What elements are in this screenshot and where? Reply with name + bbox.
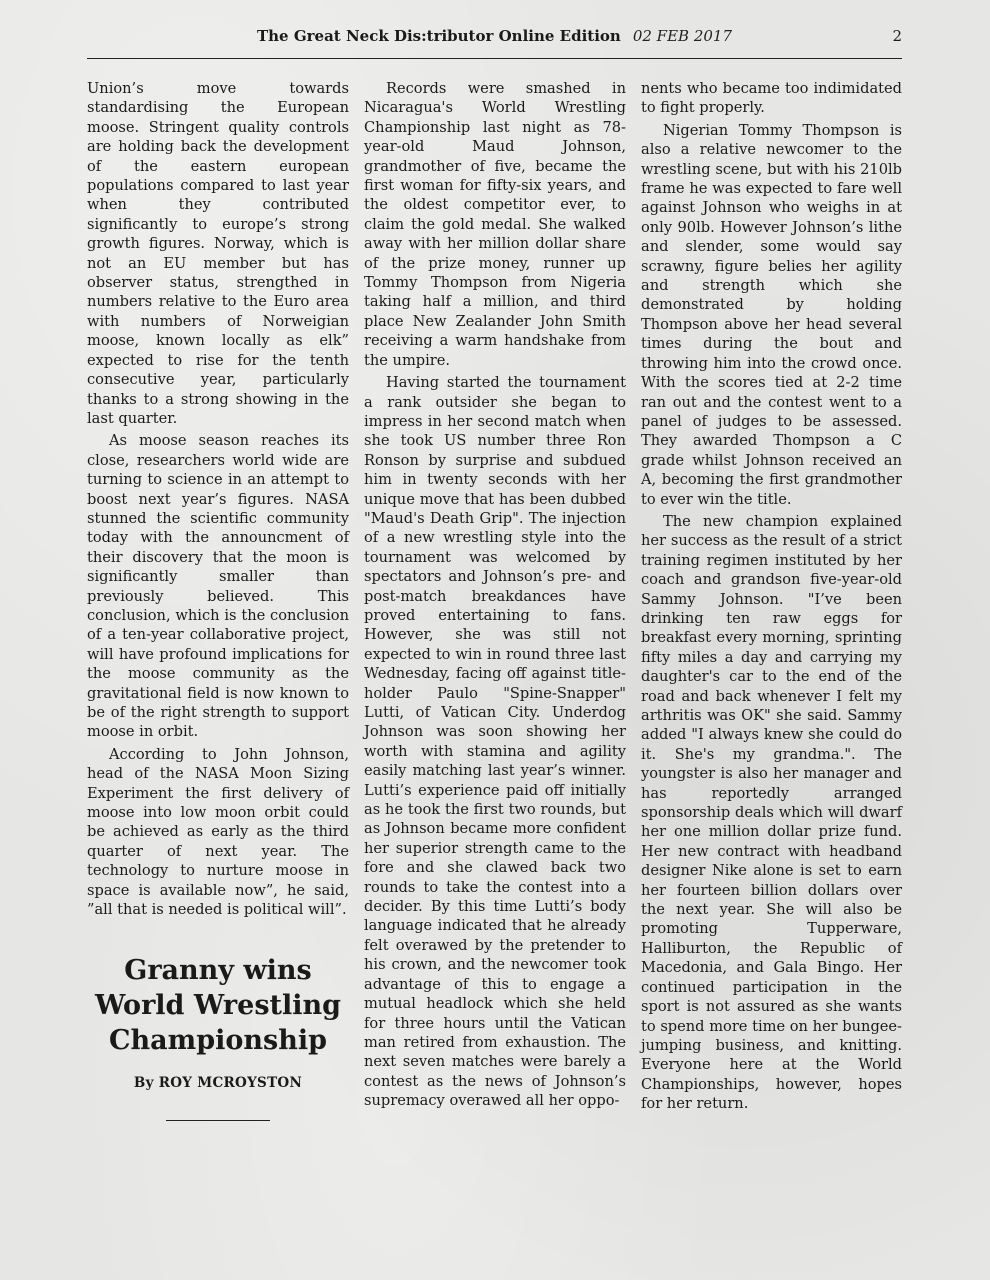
- article-byline: By ROY MCROYSTON: [133, 1075, 303, 1092]
- paragraph: As moose season reaches its close, researchers world wide are turning to science in an attempt to boost next year’s figures. NASA stunned the scientific community today with the announcment of their discovery that the moon is significantly smaller than previously believed. This conclusion, which is the conclusion of a ten-year collaborative project, will have profound implications for the moose community as the gravitational field is now known to be of the right strength to support moose in orbit.: [87, 432, 349, 741]
- paragraph: Union’s move towards standardising the European moose. Stringent quality controls are holding back the development of the eastern european populations compared to last year when they contributed significantly to europe’s strong growth figures. Norway, which is not an EU member but has observer status, strengthed in numbers relative to the Euro area with numbers of Norweigian moose, known locally as elk” expected to rise for the tenth consecutive year, particularly thanks to a strong showing in the last quarter.: [87, 80, 349, 427]
- publication-title: The Great Neck Dis:tributor Online Edition: [256, 27, 621, 45]
- paragraph: According to John Johnson, head of the NASA Moon Sizing Experiment the first delivery of moose into low moon orbit could be achieved as early as the third quarter of next year. The technology to nurture moose in space is available now”, he said, ”all that is needed is political will”.: [87, 745, 349, 919]
- column-1: [87, 79, 349, 1121]
- paragraph: Records were smashed in Nicaragua's World Wrestling Championship last night as 78-year-old Maud Johnson, grandmother of five, became the first woman for fifty-six years, and the oldest competitor ever, to claim the gold medal. She walked away with her million dollar share of the prize money, runner up Tommy Thompson from Nigeria taking half a million, and third place New Zealander John Smith receiving a warm handshake from the umpire.: [364, 80, 626, 369]
- paragraph: Having started the tournament a rank outsider she began to impress in her second match when she took US number three Ron Ronson by surprise and subdued him in twenty seconds with her unique move that has been dubbed "Maud's Death Grip". The injection of a new wrestling style into the tournament was welcomed by spectators and Johnson’s pre- and post-match breakdances have proved entertaining to fans. However, she was still not expected to win in round three last Wednesday, facing off against title-holder Paulo "Spine-Snapper" Lutti, of Vatican City. Underdog Johnson was soon showing her worth with stamina and agility easily matching last year’s winner. Lutti’s experience paid off initially as he took the first two rounds, but as Johnson became more confident her superior strength came to the fore and she clawed back two rounds to take the contest into a decider. By this time Lutti’s body language indicated that he already felt overawed by the pretender to his crown, and the newcomer took advantage of this to engage a mutual headlock which she held for three hours until the Vatican man retired from exhaustion. The next seven matches were barely a contest as the news of Johnson’s supremacy overawed all her oppo-: [364, 374, 626, 1110]
- page-number: 2: [892, 27, 902, 45]
- paragraph: Nigerian Tommy Thompson is also a relative newcomer to the wrestling scene, but with his 210lb frame he was expected to fare well against Johnson who weighs in at only 90lb. However Johnson’s lithe and slender, some would say scrawny, figure belies her agility and strength which she demonstrated by holding Thompson above her head several times during the bout and throwing him into the crowd once. With the scores tied at 2-2 time ran out and the contest went to a panel of judges to be assessed. They awarded Thompson a C grade whilst Johnson received an A, becoming the first grandmother to ever win the title.: [641, 121, 902, 508]
- column-3: [641, 79, 902, 1114]
- article-headline: Granny wins World Wrestling Championship: [94, 955, 342, 1057]
- publication-date: 02 FEB 2017: [632, 27, 733, 45]
- paragraph: nents who became too indimidated to fight properly.: [641, 80, 902, 117]
- column-2: [364, 79, 626, 1111]
- paragraph: The new champion explained her success as the result of a strict training regimen instituted by her coach and grandson five-year-old Sammy Johnson. "I’ve been drinking ten raw eggs for breakfast every morning, sprinting fifty miles a day and carrying my daughter's car to the end of the road and back whenever I felt my arthritis was OK" she said. Sammy added "I always knew she could do it. She's my grandma.". The youngster is also her manager and has reportedly arranged sponsorship deals which will dwarf her one million dollar prize fund. Her new contract with headband designer Nike alone is set to earn her fourteen billion dollars over the next year. She will also be promoting Tupperware, Halliburton, the Republic of Macedonia, and Gala Bingo. Her continued participation in the sport is not assured as she wants to spend more time on her bungee-jumping business, and knitting. Everyone here at the World Championships, however, hopes for her return.: [641, 512, 902, 1113]
- byline-rule: [166, 1120, 270, 1121]
- header-masthead: [87, 24, 902, 48]
- header-rule: [87, 58, 902, 59]
- page-header: [87, 24, 902, 50]
